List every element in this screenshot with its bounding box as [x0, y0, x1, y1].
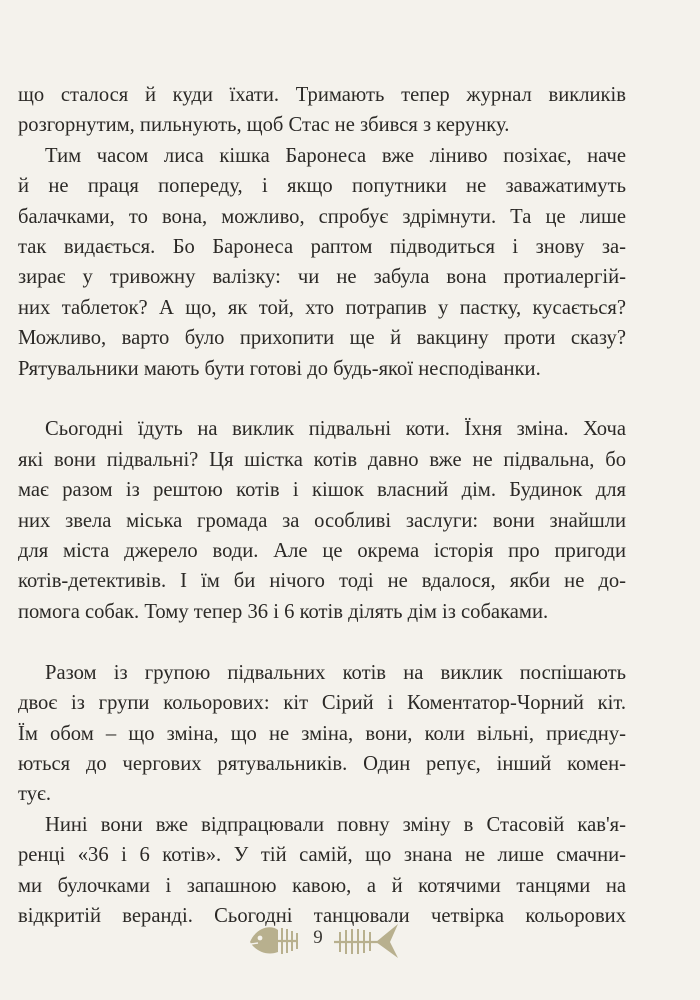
fish-head-icon — [248, 920, 300, 960]
paragraph-gap — [18, 384, 626, 414]
text-line: Їм обом – що зміна, що не зміна, вони, коли вільні, приєдну- — [18, 722, 626, 745]
text-line: які вони підвальні? Ця шістка котів давно вже не підвальна, бо — [18, 448, 626, 471]
text-line: розгорнутим, пильнують, щоб Стас не збився з керунку. — [18, 114, 510, 137]
page-body-text — [18, 80, 626, 931]
text-line: відкритій веранді. Сьогодні танцювали четвірка кольорових — [18, 904, 626, 927]
text-line: зирає у тривожну валізку: чи не забула вона протиалергій- — [18, 266, 626, 289]
text-line: помога собак. Тому тепер 36 і 6 котів ділять дім із собаками. — [18, 600, 549, 623]
text-line: так видається. Бо Баронеса раптом підводиться і знову за- — [18, 236, 626, 259]
page-footer — [0, 920, 700, 968]
text-line: Рятувальники мають бути готові до будь-якої несподіванки. — [18, 357, 541, 380]
text-line: балачками, то вона, можливо, спробує здрімнути. Та це лише — [18, 205, 626, 228]
text-line: тує. — [18, 783, 52, 806]
text-line: двоє із групи кольорових: кіт Сірий і Коментатор-Чорний кіт. — [18, 692, 626, 715]
text-line: Нині вони вже відпрацювали повну зміну в Стасовій кав'я- — [45, 813, 626, 836]
text-line: й не праця попереду, і якщо попутники не заважатимуть — [18, 175, 626, 198]
text-line: ми булочками і запашною кавою, а й котячими танцями на — [18, 874, 626, 897]
text-line: них звела міська громада за особливі заслуги: вони знайшли — [18, 509, 626, 532]
text-line: Разом із групою підвальних котів на виклик поспішають — [45, 661, 626, 684]
text-line: для міста джерело води. Але це окрема історія про пригоди — [18, 540, 626, 563]
text-line: Можливо, варто було прихопити ще й вакцину проти сказу? — [18, 327, 626, 350]
fish-tail-icon — [332, 920, 402, 960]
text-line: ренці «36 і 6 котів». У тій самій, що знана не лише смачни- — [18, 844, 626, 867]
text-line: має разом із рештою котів і кішок власний дім. Будинок для — [18, 479, 626, 502]
paragraph-gap — [18, 627, 626, 657]
text-line: ються до чергових рятувальників. Один репує, інший комен- — [18, 752, 626, 775]
text-line: що сталося й куди їхати. Тримають тепер журнал викликів — [18, 84, 626, 106]
text-line: котів-детективів. І їм би нічого тоді не вдалося, якби не до- — [18, 570, 626, 593]
text-line: Тим часом лиса кішка Баронеса вже ліниво позіхає, наче — [45, 144, 626, 167]
text-line: Сьогодні їдуть на виклик підвальні коти. Їхня зміна. Хоча — [45, 418, 626, 441]
text-line: них таблеток? А що, як той, хто потрапив у пастку, кусається? — [18, 296, 626, 319]
page-number: 9 — [313, 927, 323, 948]
